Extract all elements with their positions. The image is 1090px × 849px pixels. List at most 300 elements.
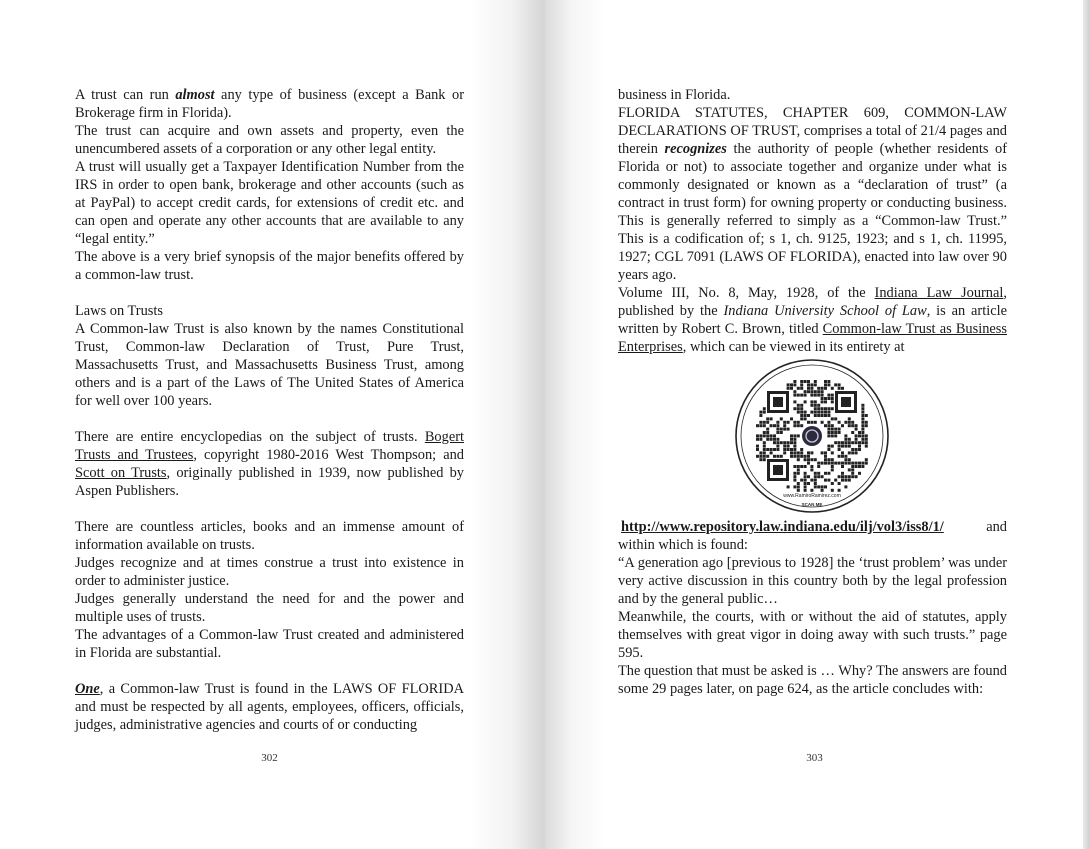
qr-module bbox=[838, 482, 841, 485]
section-heading: Laws on Trusts bbox=[75, 303, 163, 319]
qr-module bbox=[838, 462, 841, 465]
qr-module bbox=[848, 468, 851, 471]
qr-module bbox=[827, 383, 830, 386]
qr-module bbox=[865, 462, 868, 465]
qr-module bbox=[831, 445, 834, 448]
qr-module bbox=[827, 431, 830, 434]
book-edge bbox=[1083, 0, 1090, 849]
paragraph: A Common-law Trust is also known by the names Constitutional Trust, Common-law Declaration of Trust, Pure Trust, Massachusetts Trust, and Massachusetts Business Trust, among others and is a part of the Laws of The United States of America for well over 100 years. bbox=[75, 321, 464, 409]
qr-module bbox=[821, 407, 824, 410]
repository-link[interactable]: http://www.repository.law.indiana.edu/ilj/vol3/iss8/1/ bbox=[621, 519, 944, 535]
qr-module bbox=[827, 407, 830, 410]
emphasis: almost bbox=[175, 87, 215, 103]
qr-module bbox=[797, 482, 800, 485]
qr-module bbox=[858, 431, 861, 434]
qr-module bbox=[834, 441, 837, 444]
qr-module bbox=[810, 465, 813, 468]
qr-module bbox=[855, 424, 858, 427]
qr-module bbox=[814, 421, 817, 424]
qr-module bbox=[824, 387, 827, 390]
qr-module bbox=[810, 383, 813, 386]
qr-module bbox=[865, 445, 868, 448]
qr-module bbox=[810, 468, 813, 471]
qr-code[interactable] bbox=[618, 356, 1007, 518]
qr-module bbox=[817, 472, 820, 475]
book-title-scott: Scott on Trusts bbox=[75, 465, 167, 481]
qr-module bbox=[817, 390, 820, 393]
qr-module bbox=[824, 485, 827, 488]
qr-module bbox=[841, 472, 844, 475]
qr-module bbox=[838, 445, 841, 448]
qr-module bbox=[810, 421, 813, 424]
text: A trust can run bbox=[75, 87, 176, 103]
qr-module bbox=[861, 434, 864, 437]
qr-module bbox=[773, 448, 776, 451]
qr-module bbox=[800, 455, 803, 458]
qr-module bbox=[821, 485, 824, 488]
qr-module bbox=[821, 489, 824, 492]
paragraph: Judges recognize and at times construe a trust into existence in order to administer justice. bbox=[75, 555, 464, 589]
qr-module bbox=[824, 411, 827, 414]
qr-module bbox=[851, 465, 854, 468]
qr-module bbox=[787, 448, 790, 451]
qr-module bbox=[824, 472, 827, 475]
qr-module bbox=[817, 465, 820, 468]
qr-module bbox=[776, 424, 779, 427]
qr-module bbox=[814, 479, 817, 482]
qr-module bbox=[841, 479, 844, 482]
qr-module bbox=[834, 417, 837, 420]
qr-module bbox=[780, 455, 783, 458]
qr-module bbox=[838, 448, 841, 451]
qr-module bbox=[861, 421, 864, 424]
qr-module bbox=[804, 472, 807, 475]
qr-module bbox=[790, 455, 793, 458]
qr-module bbox=[861, 404, 864, 407]
qr-module bbox=[844, 421, 847, 424]
qr-module bbox=[838, 428, 841, 431]
qr-module bbox=[861, 417, 864, 420]
qr-module bbox=[865, 458, 868, 461]
qr-module bbox=[844, 445, 847, 448]
qr-module bbox=[807, 380, 810, 383]
qr-module bbox=[797, 394, 800, 397]
qr-module bbox=[756, 434, 759, 437]
qr-module bbox=[814, 380, 817, 383]
qr-module bbox=[855, 438, 858, 441]
qr-module bbox=[770, 438, 773, 441]
paragraph: Meanwhile, the courts, with or without the aid of statutes, apply themselves with great vigor in doing away with such trusts.” page 595. bbox=[618, 609, 1007, 661]
qr-module bbox=[810, 390, 813, 393]
qr-module bbox=[848, 458, 851, 461]
qr-module bbox=[766, 428, 769, 431]
qr-module bbox=[817, 462, 820, 465]
qr-module bbox=[827, 434, 830, 437]
paragraph bbox=[75, 428, 464, 500]
qr-module bbox=[841, 424, 844, 427]
qr-module bbox=[800, 424, 803, 427]
qr-module bbox=[838, 387, 841, 390]
qr-module bbox=[831, 417, 834, 420]
paragraph: The trust can acquire and own assets and property, even the unencumbered assets of a corporation or any other legal entity. bbox=[75, 123, 464, 157]
qr-module bbox=[831, 394, 834, 397]
qr-module bbox=[831, 424, 834, 427]
qr-module bbox=[865, 438, 868, 441]
qr-module bbox=[773, 424, 776, 427]
qr-module bbox=[841, 475, 844, 478]
qr-module bbox=[848, 451, 851, 454]
qr-module bbox=[855, 462, 858, 465]
paragraph: A trust will usually get a Taxpayer Identification Number from the IRS in order to open bank, brokerage and other accounts (such as at PayPal) to accept credit cards, for extensions of credit etc. and can open and operate any other accounts that are available to any “legal entity.” bbox=[75, 159, 464, 247]
qr-module bbox=[848, 441, 851, 444]
qr-module bbox=[797, 465, 800, 468]
qr-module bbox=[824, 424, 827, 427]
qr-module bbox=[793, 448, 796, 451]
qr-module bbox=[841, 455, 844, 458]
qr-module bbox=[793, 465, 796, 468]
qr-module bbox=[759, 451, 762, 454]
qr-caption-url: www.RamiroRamirez.com bbox=[783, 493, 841, 499]
qr-module bbox=[787, 387, 790, 390]
qr-module bbox=[827, 380, 830, 383]
qr-module bbox=[814, 475, 817, 478]
paragraph bbox=[75, 86, 464, 122]
right-page bbox=[545, 0, 1090, 849]
qr-module bbox=[861, 428, 864, 431]
qr-module bbox=[783, 445, 786, 448]
qr-module bbox=[793, 390, 796, 393]
qr-module bbox=[787, 383, 790, 386]
qr-module bbox=[790, 441, 793, 444]
qr-module bbox=[756, 445, 759, 448]
qr-module bbox=[793, 441, 796, 444]
qr-module bbox=[790, 438, 793, 441]
qr-module bbox=[797, 472, 800, 475]
qr-module bbox=[763, 448, 766, 451]
qr-module bbox=[848, 421, 851, 424]
text: , a Common-law Trust is found in the LAWS OF FLORIDA and must be respected by all agents, employees, officers, officials, judges, administrative agencies and courts of or conducting bbox=[75, 681, 464, 733]
qr-module bbox=[793, 407, 796, 410]
qr-module bbox=[797, 485, 800, 488]
qr-module bbox=[821, 400, 824, 403]
page-number: 303 bbox=[806, 752, 823, 764]
qr-module bbox=[807, 462, 810, 465]
qr-module bbox=[855, 441, 858, 444]
page-number: 302 bbox=[261, 752, 278, 764]
qr-module bbox=[793, 445, 796, 448]
qr-module bbox=[783, 451, 786, 454]
qr-module bbox=[817, 404, 820, 407]
qr-module bbox=[844, 462, 847, 465]
qr-module bbox=[804, 485, 807, 488]
qr-module bbox=[851, 421, 854, 424]
qr-module bbox=[800, 479, 803, 482]
qr-module bbox=[800, 404, 803, 407]
qr-module bbox=[865, 424, 868, 427]
qr-module bbox=[814, 458, 817, 461]
qr-module bbox=[851, 475, 854, 478]
qr-module bbox=[827, 458, 830, 461]
qr-module bbox=[773, 438, 776, 441]
qr-module bbox=[817, 387, 820, 390]
qr-module bbox=[766, 421, 769, 424]
qr-module bbox=[770, 451, 773, 454]
qr-module bbox=[793, 485, 796, 488]
qr-module bbox=[793, 479, 796, 482]
qr-module bbox=[817, 414, 820, 417]
qr-module bbox=[776, 448, 779, 451]
qr-module bbox=[858, 441, 861, 444]
qr-module bbox=[790, 383, 793, 386]
qr-module bbox=[804, 465, 807, 468]
qr-module bbox=[766, 417, 769, 420]
qr-module bbox=[858, 472, 861, 475]
qr-module bbox=[861, 462, 864, 465]
qr-module bbox=[827, 397, 830, 400]
qr-module bbox=[804, 390, 807, 393]
qr-module bbox=[817, 407, 820, 410]
qr-module bbox=[810, 489, 813, 492]
qr-module bbox=[773, 441, 776, 444]
qr-module bbox=[841, 441, 844, 444]
qr-module bbox=[787, 428, 790, 431]
qr-module bbox=[821, 397, 824, 400]
paragraph bbox=[618, 518, 1007, 554]
qr-module bbox=[797, 489, 800, 492]
qr-module bbox=[804, 455, 807, 458]
qr-module bbox=[800, 407, 803, 410]
qr-module bbox=[780, 417, 783, 420]
qr-module bbox=[848, 479, 851, 482]
qr-module bbox=[831, 434, 834, 437]
qr-module bbox=[810, 394, 813, 397]
qr-module bbox=[797, 458, 800, 461]
qr-module bbox=[759, 421, 762, 424]
qr-module bbox=[821, 475, 824, 478]
qr-module bbox=[824, 383, 827, 386]
qr-module bbox=[861, 438, 864, 441]
qr-module bbox=[861, 407, 864, 410]
qr-module bbox=[807, 458, 810, 461]
qr-module bbox=[770, 448, 773, 451]
qr-module bbox=[831, 489, 834, 492]
qr-module bbox=[851, 472, 854, 475]
qr-module bbox=[776, 428, 779, 431]
qr-module bbox=[797, 387, 800, 390]
qr-module bbox=[800, 380, 803, 383]
qr-module bbox=[797, 455, 800, 458]
qr-module bbox=[810, 451, 813, 454]
qr-module bbox=[821, 451, 824, 454]
text: , is an article written by Robert C. Brown, titled bbox=[618, 303, 1007, 337]
qr-module bbox=[763, 407, 766, 410]
qr-module bbox=[827, 411, 830, 414]
qr-module bbox=[793, 451, 796, 454]
qr-module bbox=[797, 411, 800, 414]
qr-module bbox=[841, 451, 844, 454]
paragraph bbox=[75, 680, 464, 734]
qr-module bbox=[790, 434, 793, 437]
text: Volume III, No. 8, May, 1928, of the bbox=[618, 285, 875, 301]
qr-module bbox=[780, 431, 783, 434]
qr-module bbox=[855, 434, 858, 437]
text: the authority of people (whether residents of Florida or not) to associate together and organize under what is commonly designated or known as a “declaration of trust” (a contract in trust form) for owning property or conducting business. This is generally referred to simply as a “Common-law Trust.” This is a codification of; s 1, ch. 9125, 1923; and s 1, ch. 11995, 1927; CGL 7091 (LAWS OF FLORIDA), enacted into law over 90 years ago. bbox=[618, 141, 1007, 283]
qr-module bbox=[793, 424, 796, 427]
qr-module bbox=[861, 424, 864, 427]
qr-module bbox=[804, 482, 807, 485]
qr-module bbox=[763, 434, 766, 437]
qr-module bbox=[834, 428, 837, 431]
qr-module bbox=[831, 482, 834, 485]
qr-module bbox=[827, 414, 830, 417]
qr-module bbox=[804, 380, 807, 383]
qr-module bbox=[841, 465, 844, 468]
qr-module bbox=[838, 489, 841, 492]
gutter-shadow-right bbox=[545, 0, 605, 849]
qr-module bbox=[780, 428, 783, 431]
qr-module bbox=[848, 438, 851, 441]
qr-module bbox=[804, 489, 807, 492]
qr-module bbox=[814, 411, 817, 414]
qr-module bbox=[844, 475, 847, 478]
qr-module bbox=[814, 404, 817, 407]
qr-module bbox=[865, 421, 868, 424]
qr-module bbox=[810, 404, 813, 407]
qr-module bbox=[827, 472, 830, 475]
qr-module bbox=[807, 451, 810, 454]
qr-module bbox=[770, 434, 773, 437]
qr-module bbox=[831, 387, 834, 390]
qr-module bbox=[766, 455, 769, 458]
paragraph: “A generation ago [previous to 1928] the ‘trust problem’ was under very active discussion in this country both by the legal profession and by the general public… bbox=[618, 555, 1007, 607]
qr-module bbox=[810, 411, 813, 414]
qr-module bbox=[848, 475, 851, 478]
journal-title: Indiana Law Journal bbox=[874, 285, 1004, 301]
qr-module bbox=[851, 431, 854, 434]
qr-module bbox=[800, 417, 803, 420]
qr-module bbox=[827, 428, 830, 431]
qr-module bbox=[763, 455, 766, 458]
qr-module bbox=[834, 434, 837, 437]
qr-module bbox=[800, 411, 803, 414]
qr-module bbox=[865, 414, 868, 417]
qr-module bbox=[834, 479, 837, 482]
qr-module bbox=[770, 417, 773, 420]
paragraph: The above is a very brief synopsis of the major benefits offered by a common-law trust. bbox=[75, 249, 464, 283]
qr-module bbox=[824, 455, 827, 458]
qr-module bbox=[783, 441, 786, 444]
qr-module bbox=[783, 421, 786, 424]
qr-module bbox=[810, 458, 813, 461]
qr-module bbox=[824, 479, 827, 482]
qr-module bbox=[861, 441, 864, 444]
qr-module bbox=[763, 445, 766, 448]
qr-module bbox=[800, 387, 803, 390]
paragraph: business in Florida. bbox=[618, 87, 731, 103]
qr-module bbox=[793, 438, 796, 441]
qr-module bbox=[766, 438, 769, 441]
text: any type of business (except a Bank or Brokerage firm in Florida). bbox=[75, 87, 464, 121]
qr-module bbox=[814, 390, 817, 393]
qr-module bbox=[838, 431, 841, 434]
qr-module bbox=[807, 390, 810, 393]
qr-module bbox=[756, 448, 759, 451]
qr-module bbox=[848, 462, 851, 465]
qr-module bbox=[756, 455, 759, 458]
qr-module bbox=[763, 411, 766, 414]
qr-module bbox=[827, 421, 830, 424]
qr-module bbox=[841, 445, 844, 448]
qr-module bbox=[824, 397, 827, 400]
qr-module bbox=[793, 475, 796, 478]
qr-module bbox=[766, 431, 769, 434]
qr-module bbox=[759, 414, 762, 417]
qr-module bbox=[763, 421, 766, 424]
qr-module bbox=[844, 434, 847, 437]
paragraph bbox=[618, 284, 1007, 356]
qr-module bbox=[766, 434, 769, 437]
qr-module bbox=[790, 451, 793, 454]
qr-module bbox=[831, 407, 834, 410]
qr-module bbox=[824, 414, 827, 417]
qr-module bbox=[807, 475, 810, 478]
qr-module bbox=[797, 468, 800, 471]
qr-module bbox=[814, 472, 817, 475]
qr-module bbox=[793, 400, 796, 403]
qr-module bbox=[855, 475, 858, 478]
qr-module bbox=[851, 441, 854, 444]
qr-module bbox=[858, 465, 861, 468]
qr-module bbox=[783, 424, 786, 427]
qr-module bbox=[807, 421, 810, 424]
qr-module bbox=[814, 414, 817, 417]
qr-module bbox=[831, 431, 834, 434]
qr-module bbox=[800, 383, 803, 386]
qr-module bbox=[858, 448, 861, 451]
qr-module bbox=[759, 424, 762, 427]
qr-module bbox=[776, 421, 779, 424]
qr-module bbox=[817, 485, 820, 488]
qr-module bbox=[797, 424, 800, 427]
paragraph: Judges generally understand the need for and the power and multiple uses of trusts. bbox=[75, 591, 464, 625]
qr-module bbox=[831, 465, 834, 468]
qr-module bbox=[817, 394, 820, 397]
qr-module bbox=[824, 462, 827, 465]
qr-module bbox=[793, 455, 796, 458]
qr-module bbox=[848, 417, 851, 420]
left-page-body bbox=[75, 86, 464, 734]
qr-module bbox=[827, 394, 830, 397]
qr-module bbox=[834, 462, 837, 465]
qr-module bbox=[763, 431, 766, 434]
qr-module bbox=[800, 465, 803, 468]
qr-module bbox=[834, 383, 837, 386]
qr-module bbox=[810, 479, 813, 482]
qr-module bbox=[838, 441, 841, 444]
qr-module bbox=[861, 411, 864, 414]
qr-module bbox=[831, 397, 834, 400]
qr-module bbox=[824, 407, 827, 410]
qr-module bbox=[814, 482, 817, 485]
qr-module bbox=[851, 448, 854, 451]
qr-module bbox=[841, 387, 844, 390]
qr-module bbox=[865, 441, 868, 444]
qr-module bbox=[793, 472, 796, 475]
qr-module bbox=[804, 458, 807, 461]
qr-module bbox=[759, 438, 762, 441]
qr-module bbox=[814, 383, 817, 386]
qr-module bbox=[821, 394, 824, 397]
